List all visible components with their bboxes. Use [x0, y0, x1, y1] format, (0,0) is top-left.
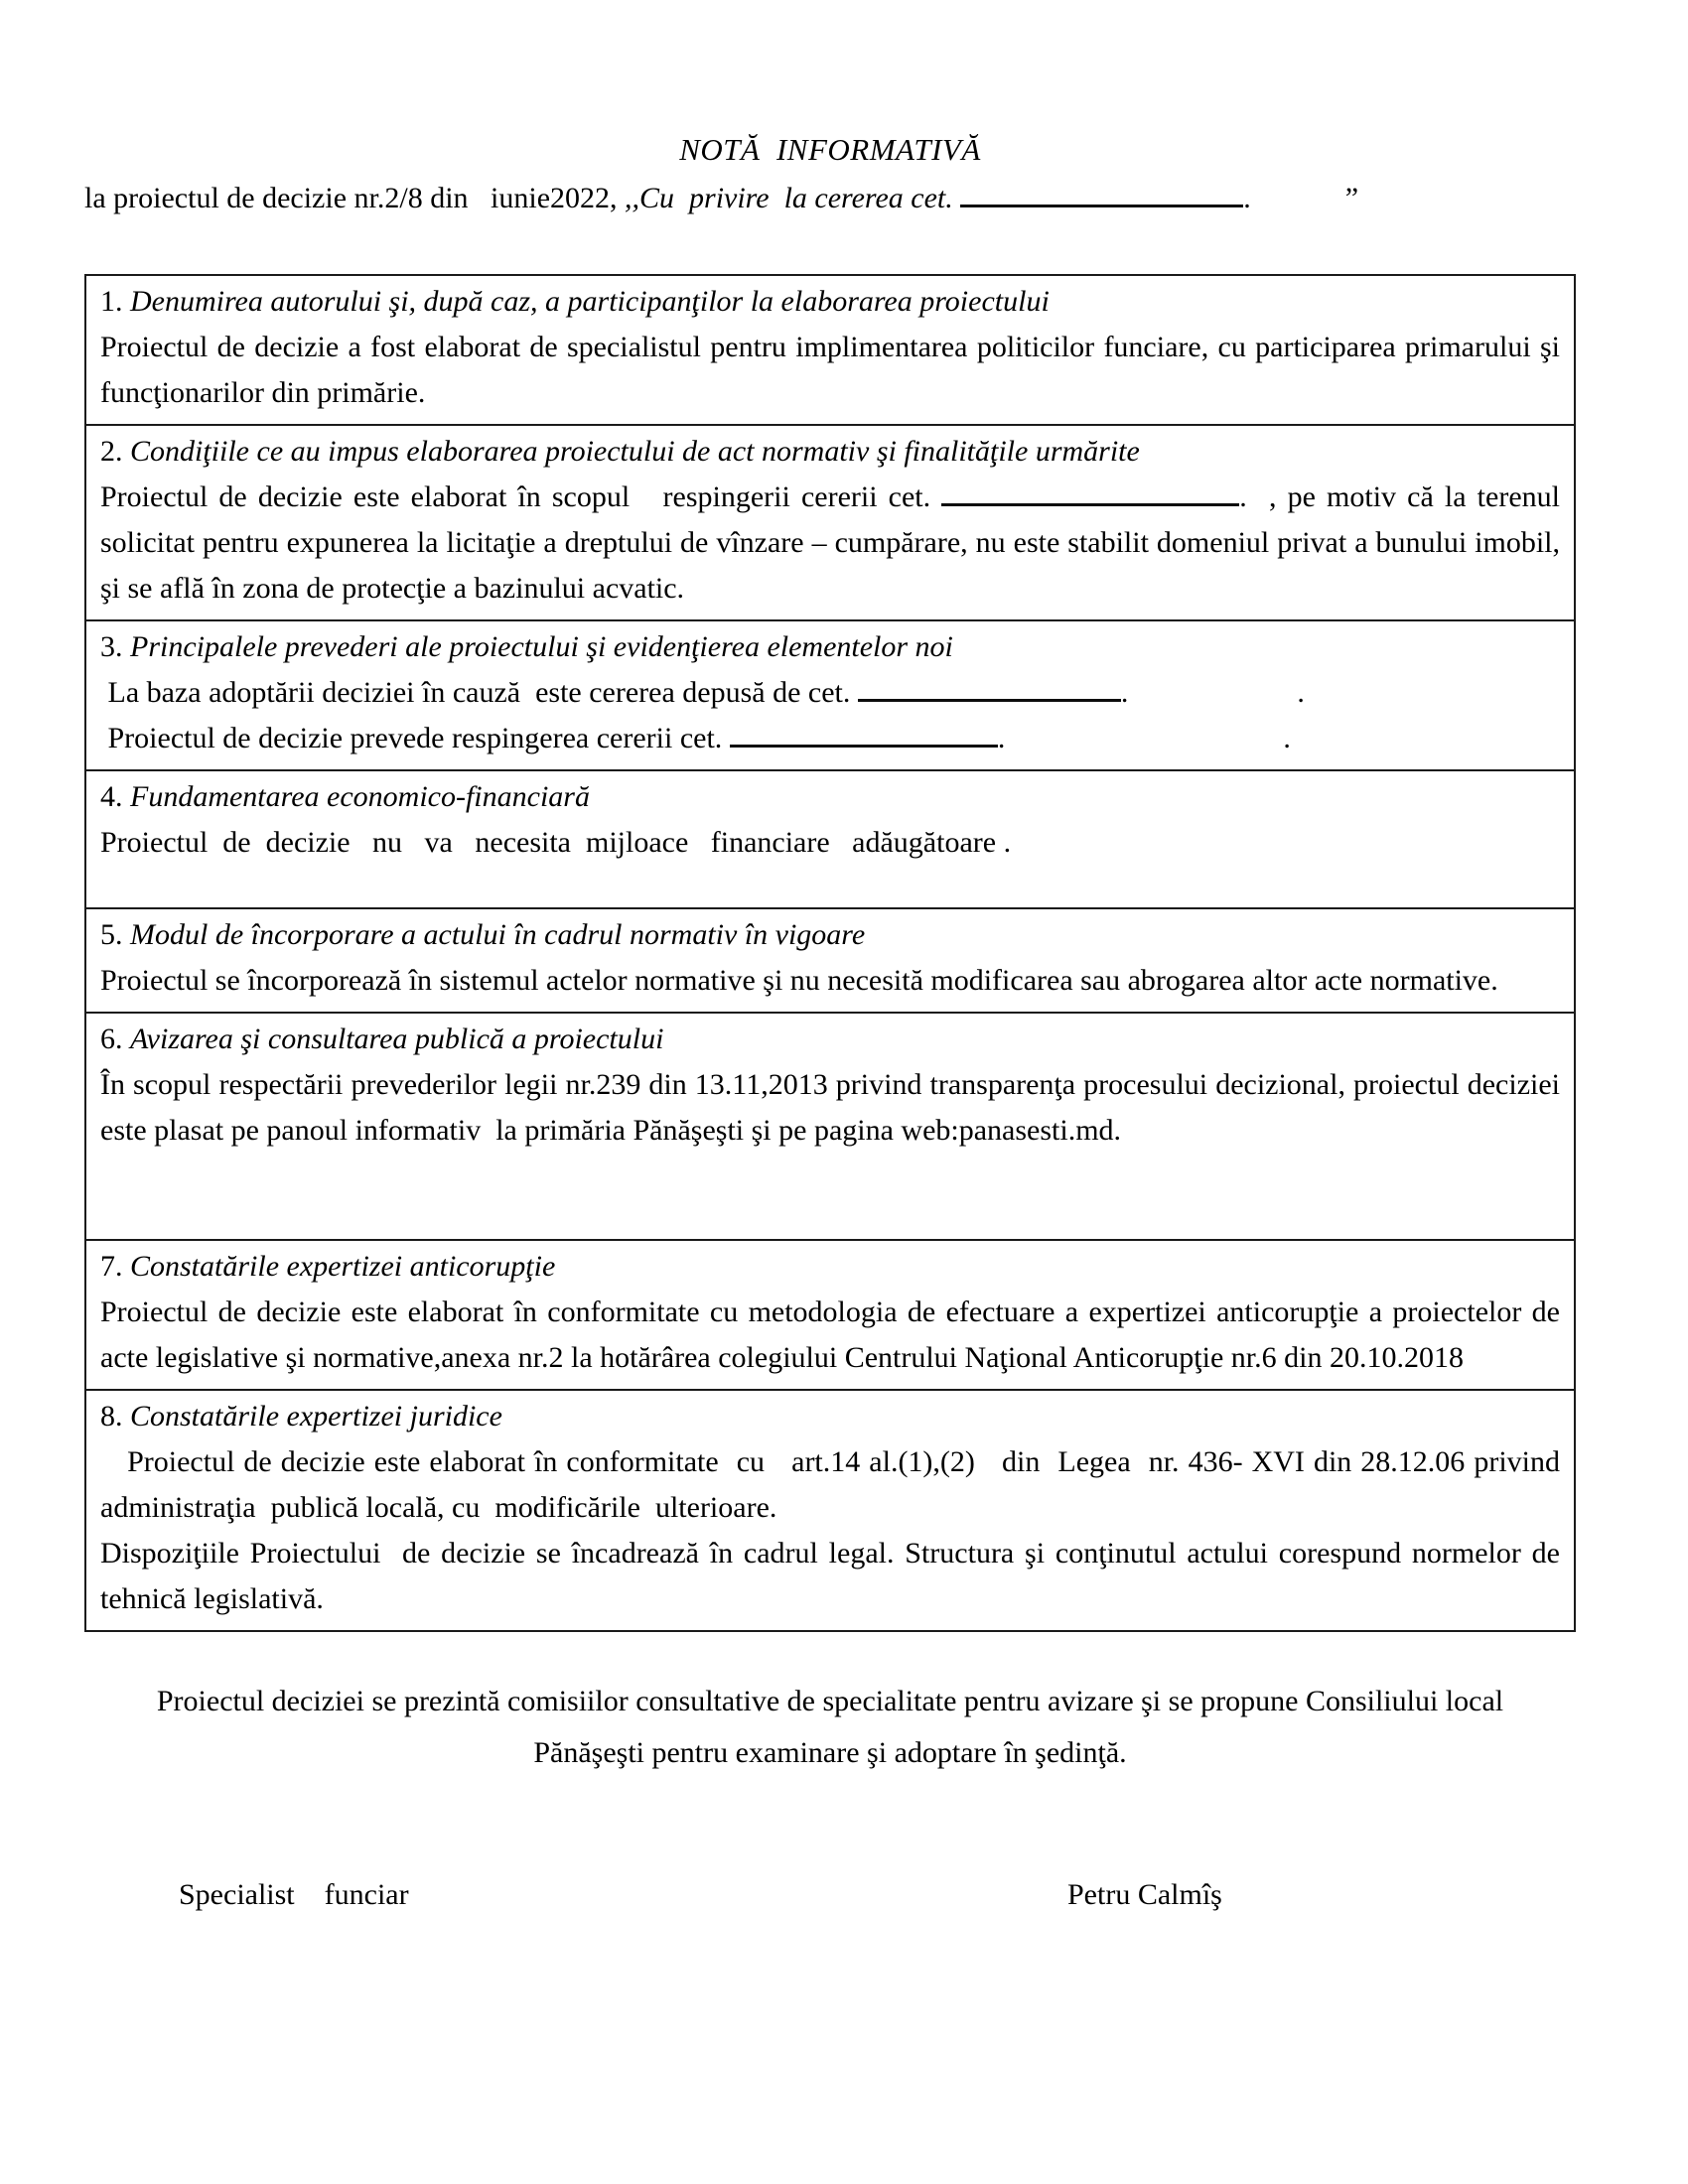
- section-3-line-1-text: La baza adoptării deciziei în cauză este cererea depusă de cet.: [100, 676, 858, 709]
- section-1-body: [100, 325, 1568, 416]
- section-2-heading: [100, 429, 1560, 475]
- section-8-row: [86, 1389, 1574, 1630]
- section-5-row: [86, 907, 1574, 1012]
- section-5-heading: [100, 912, 1560, 958]
- section-5-title: Modul de încorporare a actului în cadrul normativ în vigoare: [130, 918, 866, 951]
- section-8-body-2: [100, 1531, 1568, 1622]
- signature-name: Petru Calmîş: [1067, 1878, 1222, 1911]
- section-6-number: 6.: [100, 1023, 123, 1055]
- section-7-number: 7.: [100, 1250, 123, 1283]
- signature-role: Specialist funciar: [179, 1878, 409, 1911]
- section-2-title: Condiţiile ce au impus elaborarea proiectului de act normativ şi finalităţile urmărite: [130, 435, 1140, 468]
- section-6-body-text: În scopul respectării prevederilor legii nr.239 din 13.11,2013 privind transparenţa procesului decizional, proiectul deciziei este plasat pe panoul informativ la primăria Pănăşeşti şi pe pagina web:panasesti.md.: [100, 1068, 1568, 1147]
- section-3-line-2-gap: [1005, 747, 1283, 748]
- section-3-number: 3.: [100, 630, 123, 663]
- section-8-body-2-text: Dispoziţiile Proiectului de decizie se încadrează în cadrul legal. Structura şi conţinutul actului corespund normelor de tehnică legislativă.: [100, 1537, 1568, 1615]
- section-4-body: [100, 820, 1560, 866]
- section-8-heading: [100, 1394, 1560, 1439]
- section-7-row: [86, 1239, 1574, 1389]
- subtitle-closing-quote: ”: [1344, 182, 1359, 214]
- section-3-row: [86, 619, 1574, 769]
- section-4-heading: [100, 774, 1560, 820]
- section-1-body-text: Proiectul de decizie a fost elaborat de specialistul pentru implimentarea politicilor funciare, cu participarea primarului şi funcţionarilor din primărie.: [100, 331, 1568, 409]
- section-2-row: [86, 424, 1574, 619]
- section-3-line-1-period: .: [1120, 676, 1129, 709]
- section-7-title: Constatările expertizei anticorupţie: [130, 1250, 556, 1283]
- subtitle-gap: [1251, 206, 1345, 207]
- doc-subtitle-line: [84, 175, 1576, 222]
- section-8-title: Constatările expertizei juridice: [130, 1400, 502, 1433]
- section-6-title: Avizarea şi consultarea publică a proiectului: [130, 1023, 664, 1055]
- section-3-title: Principalele prevederi ale proiectului şi evidenţierea elementelor noi: [130, 630, 953, 663]
- section-3-line-2-period: .: [997, 722, 1006, 754]
- section-4-body-text: Proiectul de decizie nu va necesita mijloace financiare adăugătoare .: [100, 826, 1012, 859]
- closing-paragraph: [100, 1676, 1560, 1779]
- signature-row: [84, 1878, 1576, 1938]
- section-3-line-2: [100, 716, 1560, 761]
- section-1-number: 1.: [100, 285, 123, 318]
- section-4-title: Fundamentarea economico-financiară: [130, 780, 590, 813]
- subtitle-italic-text: ,,Cu privire la cererea cet.: [625, 182, 961, 214]
- section-2-body: [100, 475, 1568, 612]
- section-6-body: [100, 1062, 1568, 1154]
- section-4-row: [86, 769, 1574, 907]
- section-1-title: Denumirea autorului şi, după caz, a participanţilor la elaborarea proiectului: [130, 285, 1050, 318]
- section-7-heading: [100, 1244, 1560, 1290]
- section-3-line-2-dot: .: [1283, 722, 1291, 754]
- section-4-number: 4.: [100, 780, 123, 813]
- sections-table: [84, 274, 1576, 1632]
- section-7-body-text: Proiectul de decizie este elaborat în conformitate cu metodologia de efectuare a expertizei anticorupţie a proiectelor de acte legislative şi normative,anexa nr.2 la hotărârea colegiului Centrului Naţional Anticorupţie nr.6 din 20.10.2018: [100, 1296, 1568, 1374]
- section-3-blank-line-1: [858, 672, 1121, 702]
- section-2-body-text-2: . , pe motiv că la terenul solicitat pentru expunerea la licitaţie a dreptului de vînzare – cumpărare, nu este stabilit domeniul privat a bunului imobil, şi se află în zona de protecţie a bazinului acvatic.: [100, 480, 1568, 605]
- section-1-row: [86, 276, 1574, 424]
- section-2-body-text-1: Proiectul de decizie este elaborat în scopul respingerii cererii cet.: [100, 480, 942, 513]
- section-5-number: 5.: [100, 918, 123, 951]
- subtitle-text: la proiectul de decizie nr.2/8 din iunie2022,: [84, 182, 626, 214]
- section-2-blank-line: [941, 477, 1239, 506]
- section-3-line-2-text: Proiectul de decizie prevede respingerea cererii cet.: [100, 722, 730, 754]
- section-6-heading: [100, 1017, 1560, 1062]
- section-1-heading: [100, 279, 1560, 325]
- section-8-body-1-text: Proiectul de decizie este elaborat în conformitate cu art.14 al.(1),(2) din Legea nr. 436- XVI din 28.12.06 privind administraţia publică locală, cu modificările ulterioare.: [100, 1445, 1568, 1524]
- section-3-line-1-dot: .: [1297, 676, 1305, 709]
- section-8-number: 8.: [100, 1400, 123, 1433]
- section-3-line-1: [100, 670, 1560, 716]
- section-5-body: [100, 958, 1560, 1004]
- section-7-body: [100, 1290, 1568, 1381]
- subtitle-period: .: [1243, 182, 1251, 214]
- section-8-body-1: [100, 1439, 1568, 1531]
- page-title: NOTĂ INFORMATIVĂ: [679, 132, 981, 167]
- section-3-blank-line-2: [730, 718, 998, 748]
- section-3-line-1-gap: [1128, 701, 1297, 702]
- subtitle-blank-line: [960, 178, 1243, 207]
- section-5-body-text: Proiectul se încorporează în sistemul actelor normative şi nu necesită modificarea sau abrogarea altor acte normative.: [100, 964, 1498, 997]
- section-6-row: [86, 1012, 1574, 1239]
- section-3-heading: [100, 624, 1560, 670]
- closing-paragraph-text: Proiectul deciziei se prezintă comisiilor consultative de specialitate pentru avizare şi se propune Consiliului local Pănăşeşti pentru examinare şi adoptare în şedinţă.: [156, 1685, 1511, 1769]
- section-2-number: 2.: [100, 435, 123, 468]
